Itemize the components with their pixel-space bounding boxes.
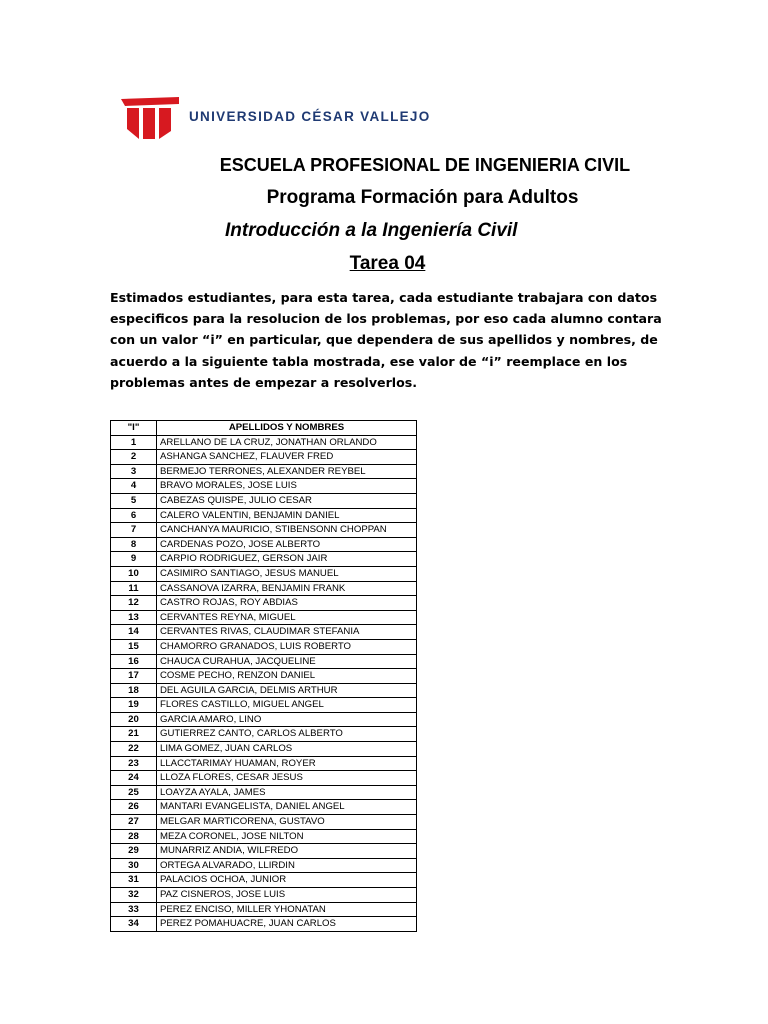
row-index: 7	[111, 523, 157, 538]
row-index: 14	[111, 625, 157, 640]
table-row	[111, 610, 417, 625]
row-index: 24	[111, 771, 157, 786]
student-name: MELGAR MARTICORENA, GUSTAVO	[157, 815, 417, 830]
student-name: CALERO VALENTIN, BENJAMIN DANIEL	[157, 508, 417, 523]
row-index: 34	[111, 917, 157, 932]
row-index: 20	[111, 712, 157, 727]
university-logo	[121, 97, 451, 139]
table-row	[111, 596, 417, 611]
student-name: CHAMORRO GRANADOS, LUIS ROBERTO	[157, 639, 417, 654]
student-name: ARELLANO DE LA CRUZ, JONATHAN ORLANDO	[157, 435, 417, 450]
table-row	[111, 873, 417, 888]
table-row	[111, 479, 417, 494]
row-index: 5	[111, 493, 157, 508]
table-row	[111, 727, 417, 742]
table-row	[111, 625, 417, 640]
row-index: 16	[111, 654, 157, 669]
student-name: CARPIO RODRIGUEZ, GERSON JAIR	[157, 552, 417, 567]
row-index: 19	[111, 698, 157, 713]
student-name: ASHANGA SANCHEZ, FLAUVER FRED	[157, 450, 417, 465]
table-row	[111, 917, 417, 932]
row-index: 23	[111, 756, 157, 771]
row-index: 33	[111, 902, 157, 917]
student-name: LLACCTARIMAY HUAMAN, ROYER	[157, 756, 417, 771]
student-name: PEREZ ENCISO, MILLER YHONATAN	[157, 902, 417, 917]
student-name: CABEZAS QUISPE, JULIO CESAR	[157, 493, 417, 508]
row-index: 8	[111, 537, 157, 552]
table-row	[111, 435, 417, 450]
row-index: 32	[111, 888, 157, 903]
logo-text: UNIVERSIDAD CÉSAR VALLEJO	[189, 109, 431, 124]
row-index: 9	[111, 552, 157, 567]
student-name: BRAVO MORALES, JOSE LUIS	[157, 479, 417, 494]
student-name: CASTRO ROJAS, ROY ABDIAS	[157, 596, 417, 611]
row-index: 15	[111, 639, 157, 654]
assignment-title: Tarea 04	[349, 253, 426, 274]
student-name: PEREZ POMAHUACRE, JUAN CARLOS	[157, 917, 417, 932]
school-title: ESCUELA PROFESIONAL DE INGENIERIA CIVIL	[219, 155, 631, 175]
table-row	[111, 639, 417, 654]
row-index: 6	[111, 508, 157, 523]
header-names: APELLIDOS Y NOMBRES	[157, 421, 417, 436]
table-row	[111, 902, 417, 917]
table-row	[111, 683, 417, 698]
student-name: LLOZA FLORES, CESAR JESUS	[157, 771, 417, 786]
row-index: 29	[111, 844, 157, 859]
row-index: 30	[111, 858, 157, 873]
row-index: 4	[111, 479, 157, 494]
student-name: CANCHANYA MAURICIO, STIBENSONN CHOPPAN	[157, 523, 417, 538]
row-index: 12	[111, 596, 157, 611]
table-row	[111, 523, 417, 538]
student-name: COSME PECHO, RENZON DANIEL	[157, 669, 417, 684]
table-row	[111, 537, 417, 552]
student-name: CASIMIRO SANTIAGO, JESUS MANUEL	[157, 566, 417, 581]
intro-paragraph: Estimados estudiantes, para esta tarea, cada estudiante trabajara con datos especificos para la resolucion de los problemas, por eso cada alumno contara con un valor “i” en particular, que dependera de sus apellidos y nombres, de acuerdo a la siguiente tabla mostrada, ese valor de “i” reemplace en los problemas antes de empezar a resolverlos.	[110, 290, 662, 390]
student-name: CASSANOVA IZARRA, BENJAMIN FRANK	[157, 581, 417, 596]
table-header-row	[111, 421, 417, 436]
row-index: 10	[111, 566, 157, 581]
table-row	[111, 712, 417, 727]
row-index: 21	[111, 727, 157, 742]
student-name: CERVANTES RIVAS, CLAUDIMAR STEFANIA	[157, 625, 417, 640]
student-name: DEL AGUILA GARCIA, DELMIS ARTHUR	[157, 683, 417, 698]
row-index: 27	[111, 815, 157, 830]
table-row	[111, 844, 417, 859]
table-row	[111, 654, 417, 669]
table-row	[111, 581, 417, 596]
table-row	[111, 785, 417, 800]
table-row	[111, 508, 417, 523]
student-name: ORTEGA ALVARADO, LLIRDIN	[157, 858, 417, 873]
table-row	[111, 888, 417, 903]
row-index: 26	[111, 800, 157, 815]
student-name: GUTIERREZ CANTO, CARLOS ALBERTO	[157, 727, 417, 742]
row-index: 28	[111, 829, 157, 844]
student-name: LIMA GOMEZ, JUAN CARLOS	[157, 742, 417, 757]
row-index: 25	[111, 785, 157, 800]
row-index: 1	[111, 435, 157, 450]
student-name: LOAYZA AYALA, JAMES	[157, 785, 417, 800]
table-row	[111, 493, 417, 508]
table-row	[111, 742, 417, 757]
student-name: MEZA CORONEL, JOSE NILTON	[157, 829, 417, 844]
table-row	[111, 552, 417, 567]
table-row	[111, 669, 417, 684]
row-index: 17	[111, 669, 157, 684]
student-name: CARDENAS POZO, JOSE ALBERTO	[157, 537, 417, 552]
course-title: Introducción a la Ingeniería Civil	[225, 220, 518, 241]
student-name: MUNARRIZ ANDIA, WILFREDO	[157, 844, 417, 859]
row-index: 13	[111, 610, 157, 625]
student-roster-table	[110, 420, 417, 932]
table-row	[111, 698, 417, 713]
student-name: GARCIA AMARO, LINO	[157, 712, 417, 727]
table-row	[111, 566, 417, 581]
student-name: CERVANTES REYNA, MIGUEL	[157, 610, 417, 625]
student-name: BERMEJO TERRONES, ALEXANDER REYBEL	[157, 464, 417, 479]
table-row	[111, 756, 417, 771]
student-name: PAZ CISNEROS, JOSE LUIS	[157, 888, 417, 903]
table-row	[111, 829, 417, 844]
row-index: 22	[111, 742, 157, 757]
header-i: "I"	[111, 421, 157, 436]
table-row	[111, 450, 417, 465]
student-name: FLORES CASTILLO, MIGUEL ANGEL	[157, 698, 417, 713]
student-name: MANTARI EVANGELISTA, DANIEL ANGEL	[157, 800, 417, 815]
table-row	[111, 771, 417, 786]
row-index: 31	[111, 873, 157, 888]
table-row	[111, 800, 417, 815]
row-index: 3	[111, 464, 157, 479]
row-index: 11	[111, 581, 157, 596]
row-index: 18	[111, 683, 157, 698]
row-index: 2	[111, 450, 157, 465]
student-name: CHAUCA CURAHUA, JACQUELINE	[157, 654, 417, 669]
table-row	[111, 464, 417, 479]
student-name: PALACIOS OCHOA, JUNIOR	[157, 873, 417, 888]
program-title: Programa Formación para Adultos	[266, 187, 579, 208]
table-row	[111, 815, 417, 830]
university-emblem-icon	[121, 97, 181, 139]
table-body	[111, 435, 417, 931]
table-row	[111, 858, 417, 873]
